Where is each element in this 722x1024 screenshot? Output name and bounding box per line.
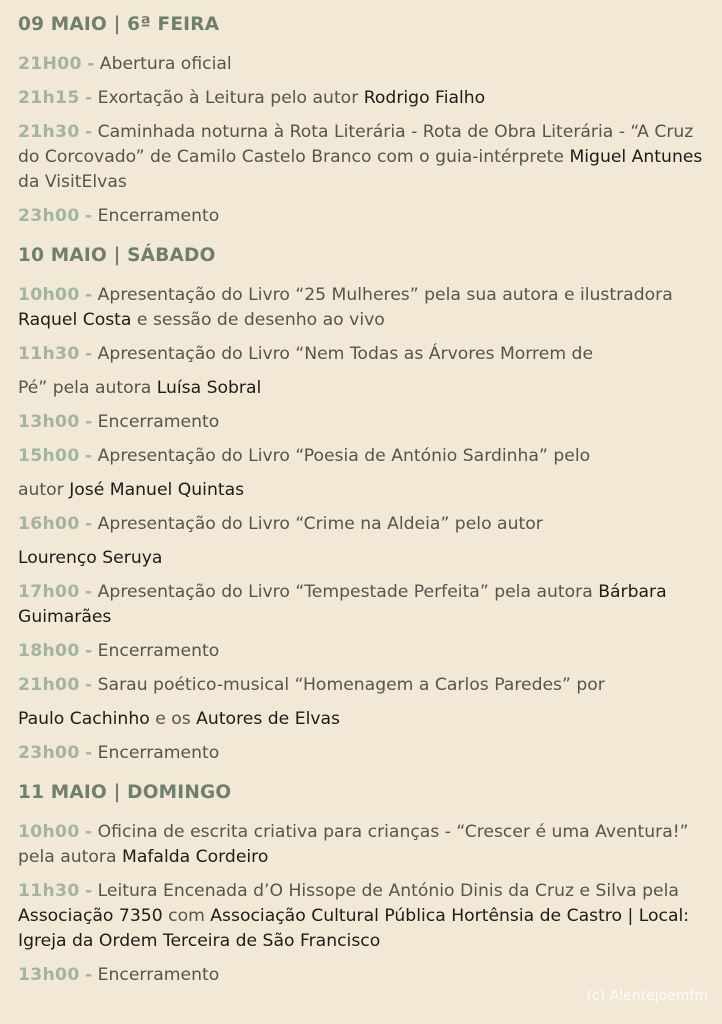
item-text: Exortação à Leitura pelo autor xyxy=(92,88,364,108)
item-time: 15h00 xyxy=(18,446,80,466)
item-person: Associação 7350 xyxy=(18,906,163,926)
schedule-item xyxy=(18,86,708,111)
item-time: 10h00 xyxy=(18,822,80,842)
item-dash: - xyxy=(87,54,95,74)
item-text: Leitura Encenada d’O Hissope de António Dinis da Cruz e Silva pela xyxy=(92,881,679,901)
schedule-item xyxy=(18,410,708,435)
item-dash: - xyxy=(85,514,93,534)
schedule-item xyxy=(18,444,708,503)
item-dash: - xyxy=(85,965,93,985)
item-text: Oficina de escrita criativa para crianças - “Crescer é uma Aventura!” pela autora xyxy=(18,822,689,867)
item-dash: - xyxy=(85,675,93,695)
item-person: Mafalda Cordeiro xyxy=(122,847,269,867)
item-text: Apresentação do Livro “Crime na Aldeia” pelo autor xyxy=(92,514,543,534)
schedule-item xyxy=(18,820,708,870)
item-text-mid: e os xyxy=(149,709,197,729)
item-dash: - xyxy=(85,743,93,763)
item-text-end: da VisitElvas xyxy=(18,172,127,192)
item-dash: - xyxy=(85,641,93,661)
schedule-item xyxy=(18,204,708,229)
item-person: Rodrigo Fialho xyxy=(363,88,486,108)
item-text: Apresentação do Livro “Poesia de António Sardinha” pelo xyxy=(92,446,591,466)
item-text-cont: autor xyxy=(18,480,70,500)
item-dash: - xyxy=(85,582,93,602)
item-text: Encerramento xyxy=(92,743,220,763)
item-person-2: Associação Cultural Pública Hortênsia de Castro | Local: Igreja da Ordem Terceira de São Francisco xyxy=(18,906,690,951)
item-person: José Manuel Quintas xyxy=(69,480,245,500)
item-person-2: Autores de Elvas xyxy=(196,709,340,729)
item-time: 21h15 xyxy=(18,88,80,108)
item-dash: - xyxy=(85,822,93,842)
schedule-item xyxy=(18,741,708,766)
item-text-cont: Pé” pela autora xyxy=(18,378,157,398)
item-dash: - xyxy=(85,206,93,226)
item-time: 21h00 xyxy=(18,675,80,695)
item-person: Paulo Cachinho xyxy=(18,709,150,729)
watermark-credit: (c) Alentejoemfm xyxy=(586,988,708,1004)
item-person: Miguel Antunes xyxy=(569,147,703,167)
schedule-item xyxy=(18,879,708,954)
item-time: 21H00 xyxy=(18,54,82,74)
item-text: Apresentação do Livro “Tempestade Perfeita” pela autora xyxy=(92,582,599,602)
item-time: 18h00 xyxy=(18,641,80,661)
item-person: Bárbara Guimarães xyxy=(18,582,667,627)
item-person: Lourenço Seruya xyxy=(18,548,163,568)
item-person: Luísa Sobral xyxy=(156,378,262,398)
day-heading-10-maio: 10 MAIO | SÁBADO xyxy=(18,245,216,266)
item-dash: - xyxy=(85,412,93,432)
item-dash: - xyxy=(85,344,93,364)
item-text: Encerramento xyxy=(92,641,220,661)
item-time: 23h00 xyxy=(18,206,80,226)
item-text: Caminhada noturna à Rota Literária - Rota de Obra Literária - “A Cruz do Corcovado” de Camilo Castelo Branco com o guia-intérprete xyxy=(18,122,694,167)
item-dash: - xyxy=(85,285,93,305)
item-text: Sarau poético-musical “Homenagem a Carlos Paredes” por xyxy=(92,675,605,695)
item-time: 21h30 xyxy=(18,122,80,142)
item-text: Encerramento xyxy=(92,206,220,226)
schedule-item xyxy=(18,580,708,630)
item-person: Raquel Costa xyxy=(18,310,132,330)
schedule-item xyxy=(18,512,708,571)
schedule-item xyxy=(18,283,708,333)
program-schedule xyxy=(18,12,708,997)
item-text: Encerramento xyxy=(92,965,220,985)
item-dash: - xyxy=(85,446,93,466)
item-time: 13h00 xyxy=(18,965,80,985)
item-text: Apresentação do Livro “Nem Todas as Árvores Morrem de xyxy=(92,344,594,364)
schedule-item xyxy=(18,963,708,988)
day-heading-11-maio: 11 MAIO | DOMINGO xyxy=(18,782,232,803)
item-time: 11h30 xyxy=(18,344,80,364)
schedule-item xyxy=(18,120,708,195)
item-text: Apresentação do Livro “25 Mulheres” pela sua autora e ilustradora xyxy=(92,285,673,305)
item-dash: - xyxy=(85,88,93,108)
item-time: 10h00 xyxy=(18,285,80,305)
item-text: Abertura oficial xyxy=(94,54,232,74)
item-dash: - xyxy=(85,881,93,901)
item-time: 11h30 xyxy=(18,881,80,901)
schedule-item xyxy=(18,52,708,77)
item-dash: - xyxy=(85,122,93,142)
item-text: Encerramento xyxy=(92,412,220,432)
day-heading-09-maio: 09 MAIO | 6ª FEIRA xyxy=(18,14,220,35)
item-time: 17h00 xyxy=(18,582,80,602)
schedule-item xyxy=(18,342,708,401)
item-time: 16h00 xyxy=(18,514,80,534)
schedule-item xyxy=(18,639,708,664)
item-text-mid: com xyxy=(162,906,211,926)
item-text-end: e sessão de desenho ao vivo xyxy=(131,310,385,330)
schedule-item xyxy=(18,673,708,732)
item-time: 23h00 xyxy=(18,743,80,763)
item-time: 13h00 xyxy=(18,412,80,432)
